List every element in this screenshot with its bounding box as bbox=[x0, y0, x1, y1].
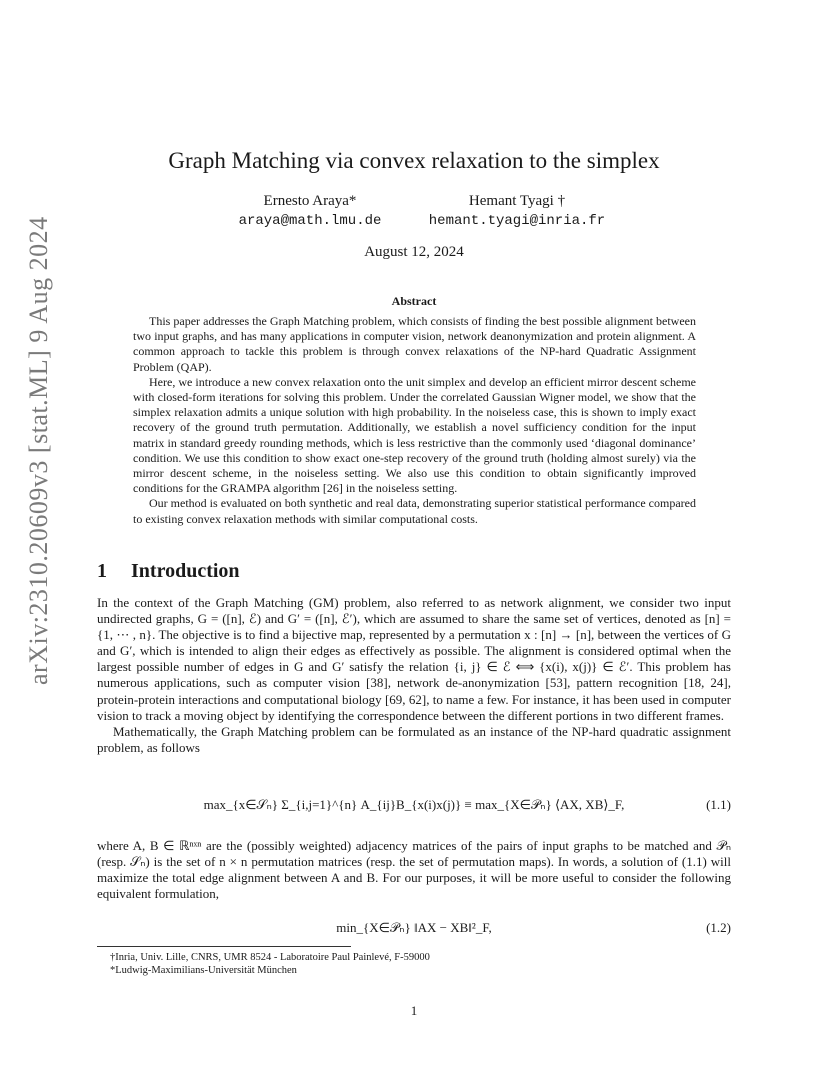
equation-label: (1.1) bbox=[706, 797, 731, 812]
body-paragraph: where A, B ∈ ℝⁿˣⁿ are the (possibly weighted) adjacency matrices of the pairs of input graphs to be matched and 𝒫ₙ (resp. 𝒮ₙ) is the set of n × n permutation matrices (resp. the set of permutation maps). In words, a solution of (1.1) will maximize the total edge alignment between A and B. For our purposes, it will be more useful to consider the following equivalent formulation, bbox=[97, 838, 731, 902]
section-heading bbox=[97, 560, 737, 583]
equation-expression: min_{X∈𝒫ₙ} ‖AX − XB‖²_F, bbox=[336, 920, 492, 935]
footnotes bbox=[110, 951, 730, 977]
equation-1-2 bbox=[97, 915, 731, 955]
paper-title: Graph Matching via convex relaxation to the simplex bbox=[168, 148, 660, 173]
abstract-heading: Abstract bbox=[391, 294, 437, 308]
abstract-body bbox=[133, 314, 696, 527]
author-name: Hemant Tyagi † bbox=[468, 193, 566, 209]
section-number: 1 bbox=[97, 560, 107, 582]
footnote-divider bbox=[97, 946, 351, 947]
equation-expression: max_{x∈𝒮ₙ} Σ_{i,j=1}^{n} A_{ij}B_{x(i)x(j)} ≡ max_{X∈𝒫ₙ} ⟨AX, XB⟩_F, bbox=[203, 797, 625, 812]
arxiv-identifier: arXiv:2310.20609v3 [stat.ML] 9 Aug 2024 bbox=[24, 216, 53, 685]
author-block-1 bbox=[210, 193, 410, 229]
abstract-paragraph: Our method is evaluated on both synthetic and real data, demonstrating superior statistical performance compared to existing convex relaxation methods with similar computational costs. bbox=[133, 496, 696, 526]
equation-1-1 bbox=[97, 787, 731, 827]
equation-label: (1.2) bbox=[706, 920, 731, 935]
author-name: Ernesto Araya* bbox=[263, 193, 357, 209]
footnote: *Ludwig-Maximilians-Universität München bbox=[110, 965, 297, 976]
author-email[interactable]: araya@math.lmu.de bbox=[238, 213, 382, 229]
abstract-paragraph: Here, we introduce a new convex relaxation onto the unit simplex and develop an efficient mirror descent scheme with closed-form iterations for solving this problem. Under the correlated Gaussian Wigner model, we show that the simplex relaxation admits a unique solution with high probability. In the noiseless case, this is shown to imply exact recovery of the ground truth permutation. Additionally, we establish a novel sufficiency condition for the input matrix in standard greedy rounding methods, which is less restrictive than the commonly used ‘diagonal dominance’ condition. We use this condition to show exact one-step recovery of the ground truth (holding almost surely) via the mirror descent scheme, in the noiseless setting. We also use this condition to obtain significantly improved conditions for the GRAMPA algorithm [26] in the noiseless setting. bbox=[133, 374, 696, 496]
intro-body-continued bbox=[97, 838, 731, 902]
author-email[interactable]: hemant.tyagi@inria.fr bbox=[428, 213, 606, 229]
page-number: 1 bbox=[410, 1003, 418, 1018]
section-title: Introduction bbox=[131, 560, 240, 582]
author-block-2 bbox=[412, 193, 622, 229]
body-paragraph: Mathematically, the Graph Matching problem can be formulated as an instance of the NP-hard quadratic assignment problem, as follows bbox=[97, 723, 731, 755]
arxiv-sidebar-stamp bbox=[20, 216, 60, 685]
body-paragraph: In the context of the Graph Matching (GM) problem, also referred to as network alignment, we consider two input undirected graphs, G = ([n], ℰ) and G′ = ([n], ℰ′), which are assumed to share the same set of vertices, denoted as [n] = {1, ⋯ , n}. The objective is to find a bijective map, represented by a permutation x : [n] → [n], between the vertices of G and G′, which is intended to align their edges as effectively as possible. The alignment is considered optimal when the largest possible number of edges in G and G′ satisfy the relation {i, j} ∈ ℰ ⟺ {x(i), x(j)} ∈ ℰ′. This problem has numerous applications, such as computer vision [38], network de-anonymization [53], pattern recognition [18, 24], protein-protein interactions and computational biology [69, 62], to name a few. For instance, it has been used in computer vision to track a moving object by identifying the correspondence between the different portions in two different frames. bbox=[97, 595, 731, 723]
footnote: †Inria, Univ. Lille, CNRS, UMR 8524 - Laboratoire Paul Painlevé, F-59000 bbox=[110, 952, 430, 963]
intro-body bbox=[97, 595, 731, 756]
abstract-paragraph: This paper addresses the Graph Matching problem, which consists of finding the best possible alignment between two input graphs, and has many applications in computer vision, network deanonymization and protein alignment. A common approach to tackle this problem is through convex relaxations of the NP-hard Quadratic Assignment Problem (QAP). bbox=[133, 314, 696, 374]
publication-date: August 12, 2024 bbox=[364, 244, 464, 260]
